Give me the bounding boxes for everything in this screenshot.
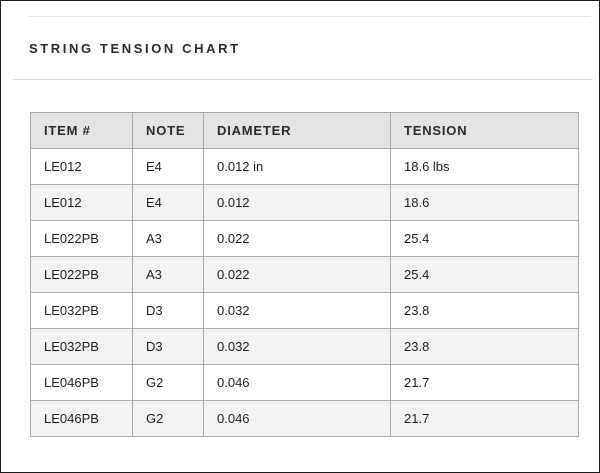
cell-tension: 23.8 (391, 293, 579, 329)
table-row (31, 329, 579, 365)
cell-diameter: 0.022 (204, 221, 391, 257)
cell-diameter: 0.012 in (204, 149, 391, 185)
cell-tension: 21.7 (391, 365, 579, 401)
cell-note: D3 (133, 293, 204, 329)
cell-note: D3 (133, 329, 204, 365)
cell-diameter: 0.032 (204, 293, 391, 329)
table-row (31, 293, 579, 329)
cell-tension: 18.6 (391, 185, 579, 221)
cell-tension: 18.6 lbs (391, 149, 579, 185)
table-row (31, 365, 579, 401)
cell-note: A3 (133, 257, 204, 293)
top-divider (29, 16, 591, 17)
cell-tension: 25.4 (391, 221, 579, 257)
cell-item: LE022PB (31, 221, 133, 257)
cell-item: LE046PB (31, 401, 133, 437)
table-row (31, 185, 579, 221)
cell-tension: 25.4 (391, 257, 579, 293)
column-header-tension: TENSION (391, 113, 579, 149)
table-row (31, 257, 579, 293)
title-divider (13, 79, 593, 80)
page-title: STRING TENSION CHART (29, 41, 241, 56)
column-header-item: ITEM # (31, 113, 133, 149)
cell-item: LE046PB (31, 365, 133, 401)
cell-tension: 23.8 (391, 329, 579, 365)
cell-item: LE032PB (31, 329, 133, 365)
table-row (31, 401, 579, 437)
cell-note: G2 (133, 365, 204, 401)
table-header-row (31, 113, 579, 149)
cell-note: E4 (133, 149, 204, 185)
cell-note: A3 (133, 221, 204, 257)
column-header-note: NOTE (133, 113, 204, 149)
cell-note: G2 (133, 401, 204, 437)
cell-tension: 21.7 (391, 401, 579, 437)
cell-note: E4 (133, 185, 204, 221)
cell-diameter: 0.012 (204, 185, 391, 221)
cell-diameter: 0.046 (204, 401, 391, 437)
table-row (31, 221, 579, 257)
cell-diameter: 0.022 (204, 257, 391, 293)
cell-item: LE022PB (31, 257, 133, 293)
table-row (31, 149, 579, 185)
cell-item: LE012 (31, 149, 133, 185)
cell-item: LE032PB (31, 293, 133, 329)
cell-item: LE012 (31, 185, 133, 221)
column-header-diameter: DIAMETER (204, 113, 391, 149)
cell-diameter: 0.046 (204, 365, 391, 401)
cell-diameter: 0.032 (204, 329, 391, 365)
tension-table-container (30, 112, 578, 437)
tension-table (30, 112, 579, 437)
